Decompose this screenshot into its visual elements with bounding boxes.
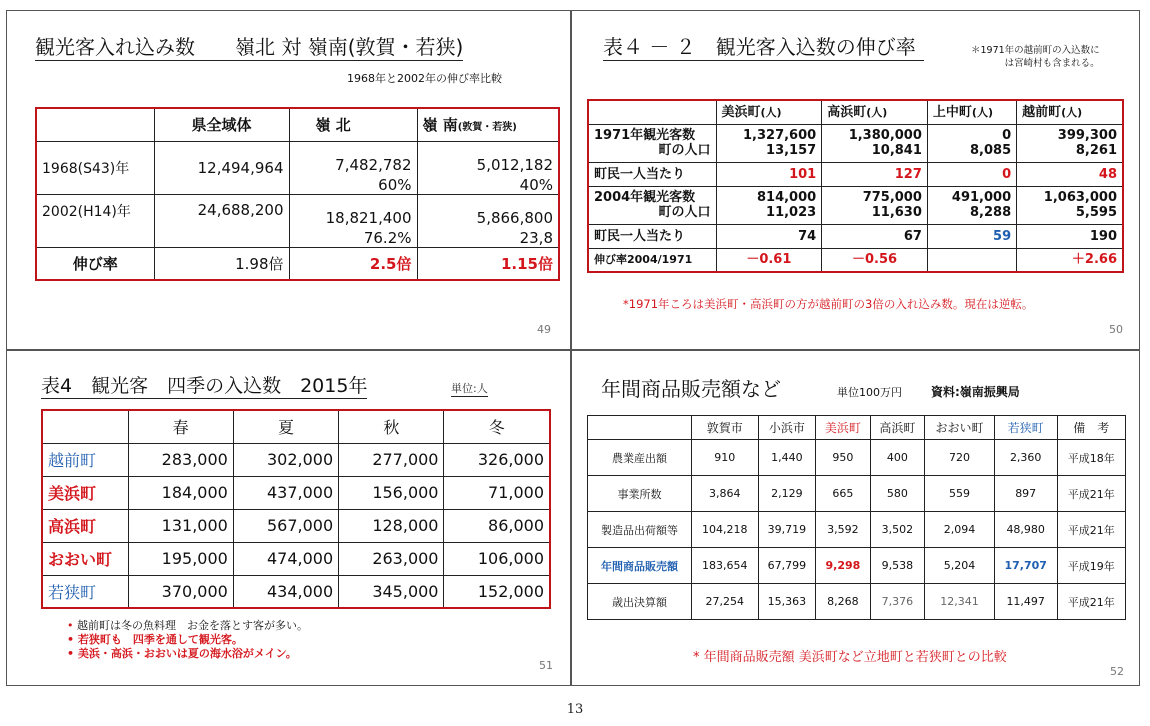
cell: 184,000 <box>128 476 233 509</box>
cell-highlight: －0.61 <box>716 248 822 272</box>
cell: 720 <box>925 440 995 476</box>
cell <box>927 186 1016 224</box>
cell: 7,482,782 <box>289 141 417 174</box>
slide-52-table <box>587 415 1126 620</box>
row-label: 美浜町 <box>42 476 128 509</box>
header-cell-empty <box>36 108 154 141</box>
cell-percent: 23,8 <box>417 227 559 247</box>
row-label: 農業産出額 <box>588 440 692 476</box>
cell: 302,000 <box>233 443 338 476</box>
slide-number: 51 <box>539 659 553 672</box>
table-row <box>588 584 1126 620</box>
slide-51-title: 表4 観光客 四季の入込数 2015年 <box>41 371 367 399</box>
cell: 106,000 <box>444 542 550 575</box>
cell: 15,363 <box>758 584 816 620</box>
row-label: 高浜町 <box>42 509 128 542</box>
cell-line: 1,380,000 <box>848 128 922 143</box>
header-cell <box>417 108 559 141</box>
slide-50-footnote: *1971年ころは美浜町・高浜町の方が越前町の3倍の入れ込み数。現在は逆転。 <box>623 297 1034 311</box>
cell: 156,000 <box>339 476 444 509</box>
table-header-row <box>36 108 559 141</box>
header-unit: (人) <box>760 105 782 119</box>
table-row <box>588 512 1126 548</box>
cell: 71,000 <box>444 476 550 509</box>
cell <box>1017 186 1123 224</box>
slide-51-notes <box>67 619 308 661</box>
cell: 12,341 <box>925 584 995 620</box>
cell-highlight: 9,298 <box>816 548 871 584</box>
header-cell: 冬 <box>444 410 550 443</box>
header-unit: (人) <box>971 105 993 119</box>
cell: 950 <box>816 440 871 476</box>
grid-divider-horizontal <box>7 349 1139 351</box>
cell: 897 <box>994 476 1057 512</box>
header-label: 高浜町 <box>827 104 867 120</box>
slide-50-title: 表４ － ２ 観光客入込数の伸び率 <box>603 31 924 61</box>
cell-highlight: 2.5倍 <box>289 247 417 280</box>
cell-highlight: 17,707 <box>994 548 1057 584</box>
cell <box>822 186 928 224</box>
cell-line: 8,261 <box>1075 143 1117 158</box>
header-cell: 高浜町 <box>870 416 925 440</box>
table-row <box>588 124 1123 162</box>
row-label <box>588 186 716 224</box>
cell-highlight: 127 <box>822 162 928 186</box>
table-row <box>42 443 550 476</box>
note-item: • 若狭町も 四季を通して観光客。 <box>67 633 308 647</box>
table-row <box>588 476 1126 512</box>
table-header-row <box>588 100 1123 124</box>
cell-line: 11,630 <box>871 205 922 220</box>
cell <box>927 248 1016 272</box>
cell <box>822 124 928 162</box>
cell-line: 0 <box>1002 128 1012 143</box>
table-header-row <box>588 416 1126 440</box>
header-label: 嶺 南 <box>422 116 458 135</box>
cell: 437,000 <box>233 476 338 509</box>
table-row <box>588 440 1126 476</box>
cell: 345,000 <box>339 575 444 608</box>
cell: 2,094 <box>925 512 995 548</box>
row-label: 年間商品販売額 <box>588 548 692 584</box>
cell-line: 8,085 <box>970 143 1012 158</box>
cell: 474,000 <box>233 542 338 575</box>
grid-divider-vertical <box>570 11 572 685</box>
cell: 2,129 <box>758 476 816 512</box>
cell: 11,497 <box>994 584 1057 620</box>
header-cell-highlight: 美浜町 <box>816 416 871 440</box>
cell-highlight: ＋2.66 <box>1017 248 1123 272</box>
row-label: おおい町 <box>42 542 128 575</box>
slide-52-title: 年間商品販売額など <box>601 377 781 401</box>
cell: 1.98倍 <box>154 247 289 280</box>
cell: 67 <box>822 224 928 248</box>
cell: 3,592 <box>816 512 871 548</box>
cell: 27,254 <box>692 584 759 620</box>
header-cell: 県全域体 <box>154 108 289 141</box>
header-cell-empty <box>588 416 692 440</box>
table-row <box>42 542 550 575</box>
cell-line: 491,000 <box>951 190 1012 205</box>
cell-line: 814,000 <box>756 190 817 205</box>
cell-highlight: 101 <box>716 162 822 186</box>
row-label: 越前町 <box>42 443 128 476</box>
cell: 7,376 <box>870 584 925 620</box>
cell: 67,799 <box>758 548 816 584</box>
slide-grid <box>6 10 1140 686</box>
cell-line: 1,327,600 <box>743 128 817 143</box>
header-cell-empty <box>588 100 716 124</box>
cell: 平成18年 <box>1057 440 1125 476</box>
slide-51 <box>9 353 566 683</box>
slide-51-unit: 単位:人 <box>451 382 488 395</box>
header-cell: 春 <box>128 410 233 443</box>
header-cell-highlight: 若狭町 <box>994 416 1057 440</box>
cell: 1,440 <box>758 440 816 476</box>
cell: 131,000 <box>128 509 233 542</box>
cell <box>927 124 1016 162</box>
cell <box>716 186 822 224</box>
cell: 190 <box>1017 224 1123 248</box>
table-row <box>42 575 550 608</box>
cell: 152,000 <box>444 575 550 608</box>
cell-line: 10,841 <box>871 143 922 158</box>
cell: 104,218 <box>692 512 759 548</box>
cell: 283,000 <box>128 443 233 476</box>
table-row <box>42 476 550 509</box>
cell-line: 1,063,000 <box>1043 190 1117 205</box>
slide-52-source: 資料:嶺南振興局 <box>931 385 1020 399</box>
cell: 8,268 <box>816 584 871 620</box>
header-unit: (人) <box>1061 105 1083 119</box>
cell-line: 11,023 <box>766 205 817 220</box>
cell <box>1017 124 1123 162</box>
cell-highlight: 59 <box>927 224 1016 248</box>
slide-50-table <box>587 99 1124 273</box>
table-row <box>588 224 1123 248</box>
cell-highlight: 48 <box>1017 162 1123 186</box>
cell: 平成19年 <box>1057 548 1125 584</box>
cell-highlight: －0.56 <box>822 248 928 272</box>
header-cell: 嶺 北 <box>289 108 417 141</box>
cell: 48,980 <box>994 512 1057 548</box>
cell: 5,866,800 <box>417 194 559 227</box>
cell: 平成21年 <box>1057 584 1125 620</box>
header-cell: 秋 <box>339 410 444 443</box>
cell: 2,360 <box>994 440 1057 476</box>
row-label: 若狭町 <box>42 575 128 608</box>
cell: 9,538 <box>870 548 925 584</box>
header-cell: 敦賀市 <box>692 416 759 440</box>
cell-percent: 60% <box>289 174 417 194</box>
slide-49-subtitle: 1968年と2002年の伸び率比較 <box>347 72 502 85</box>
cell-highlight: 1.15倍 <box>417 247 559 280</box>
row-label: 伸び率 <box>36 247 154 280</box>
table-row <box>588 186 1123 224</box>
slide-50-note <box>971 44 1100 70</box>
cell: 559 <box>925 476 995 512</box>
header-cell-empty <box>42 410 128 443</box>
cell: 326,000 <box>444 443 550 476</box>
table-row <box>42 509 550 542</box>
table-row <box>36 194 559 227</box>
cell-line: 13,157 <box>766 143 817 158</box>
cell-line: 399,300 <box>1057 128 1117 143</box>
cell-percent: 76.2% <box>289 227 417 247</box>
cell <box>716 124 822 162</box>
slide-50 <box>575 13 1137 346</box>
page-number: 13 <box>566 702 584 717</box>
cell: 183,654 <box>692 548 759 584</box>
header-label: 越前町 <box>1022 104 1062 120</box>
row-label-line: 町の人口 <box>658 205 711 220</box>
slide-49 <box>9 13 566 346</box>
note-item: • 美浜・高浜・おおいは夏の海水浴がメイン。 <box>67 647 308 661</box>
cell-line: 8,288 <box>970 205 1012 220</box>
table-row-growth <box>36 247 559 280</box>
table-row <box>588 162 1123 186</box>
table-header-row <box>42 410 550 443</box>
header-cell: 夏 <box>233 410 338 443</box>
slide-number: 52 <box>1110 665 1124 678</box>
slide-51-table <box>41 409 551 609</box>
cell: 5,204 <box>925 548 995 584</box>
row-label: 町民一人当たり <box>588 224 716 248</box>
row-label: 伸び率2004/1971 <box>588 248 716 272</box>
slide-number: 50 <box>1109 323 1123 336</box>
row-label-line: 1971年観光客数 <box>594 128 696 143</box>
cell: 263,000 <box>339 542 444 575</box>
cell: 370,000 <box>128 575 233 608</box>
row-label-line: 2004年観光客数 <box>594 190 696 205</box>
cell: 580 <box>870 476 925 512</box>
table-row <box>36 141 559 174</box>
cell: 3,502 <box>870 512 925 548</box>
cell-line: 775,000 <box>862 190 922 205</box>
cell: 3,864 <box>692 476 759 512</box>
row-label: 歳出決算額 <box>588 584 692 620</box>
header-cell <box>716 100 822 124</box>
row-label: 2002(H14)年 <box>36 194 154 247</box>
row-label: 事業所数 <box>588 476 692 512</box>
cell: 277,000 <box>339 443 444 476</box>
cell: 18,821,400 <box>289 194 417 227</box>
row-label <box>588 124 716 162</box>
header-unit: (人) <box>866 105 888 119</box>
slide-52 <box>575 353 1137 683</box>
cell-percent: 40% <box>417 174 559 194</box>
note-line: は宮崎村も含まれる。 <box>1004 58 1100 69</box>
cell: 86,000 <box>444 509 550 542</box>
cell: 567,000 <box>233 509 338 542</box>
table-row <box>588 248 1123 272</box>
slide-number: 49 <box>537 323 551 336</box>
cell: 910 <box>692 440 759 476</box>
table-row <box>588 548 1126 584</box>
cell: 12,494,964 <box>154 141 289 194</box>
header-sublabel: (敦賀・若狭) <box>457 122 517 134</box>
cell: 24,688,200 <box>154 194 289 247</box>
header-cell: おおい町 <box>925 416 995 440</box>
slide-49-table <box>35 107 560 281</box>
header-cell: 備 考 <box>1057 416 1125 440</box>
cell: 5,012,182 <box>417 141 559 174</box>
cell: 400 <box>870 440 925 476</box>
cell: 434,000 <box>233 575 338 608</box>
cell-highlight: 0 <box>927 162 1016 186</box>
header-label: 美浜町 <box>721 104 761 120</box>
slide-52-footnote: * 年間商品販売額 美浜町など立地町と若狭町との比較 <box>693 650 1007 665</box>
cell: 128,000 <box>339 509 444 542</box>
row-label: 町民一人当たり <box>588 162 716 186</box>
cell: 39,719 <box>758 512 816 548</box>
slide-49-title: 観光客入れ込み数 嶺北 対 嶺南(敦賀・若狭) <box>35 31 463 61</box>
cell-line: 5,595 <box>1075 205 1117 220</box>
header-cell <box>822 100 928 124</box>
row-label: 1968(S43)年 <box>36 141 154 194</box>
header-cell <box>927 100 1016 124</box>
row-label: 製造品出荷額等 <box>588 512 692 548</box>
header-label: 上中町 <box>932 104 972 120</box>
note-item: • 越前町は冬の魚料理 お金を落とす客が多い。 <box>67 619 308 633</box>
note-line: ＊1971年の越前町の入込数に <box>971 45 1100 56</box>
header-cell: 小浜市 <box>758 416 816 440</box>
header-cell <box>1017 100 1123 124</box>
cell: 74 <box>716 224 822 248</box>
cell: 平成21年 <box>1057 476 1125 512</box>
slide-52-unit: 単位100万円 <box>837 386 902 399</box>
row-label-line: 町の人口 <box>658 143 711 158</box>
cell: 665 <box>816 476 871 512</box>
cell: 195,000 <box>128 542 233 575</box>
cell: 平成21年 <box>1057 512 1125 548</box>
